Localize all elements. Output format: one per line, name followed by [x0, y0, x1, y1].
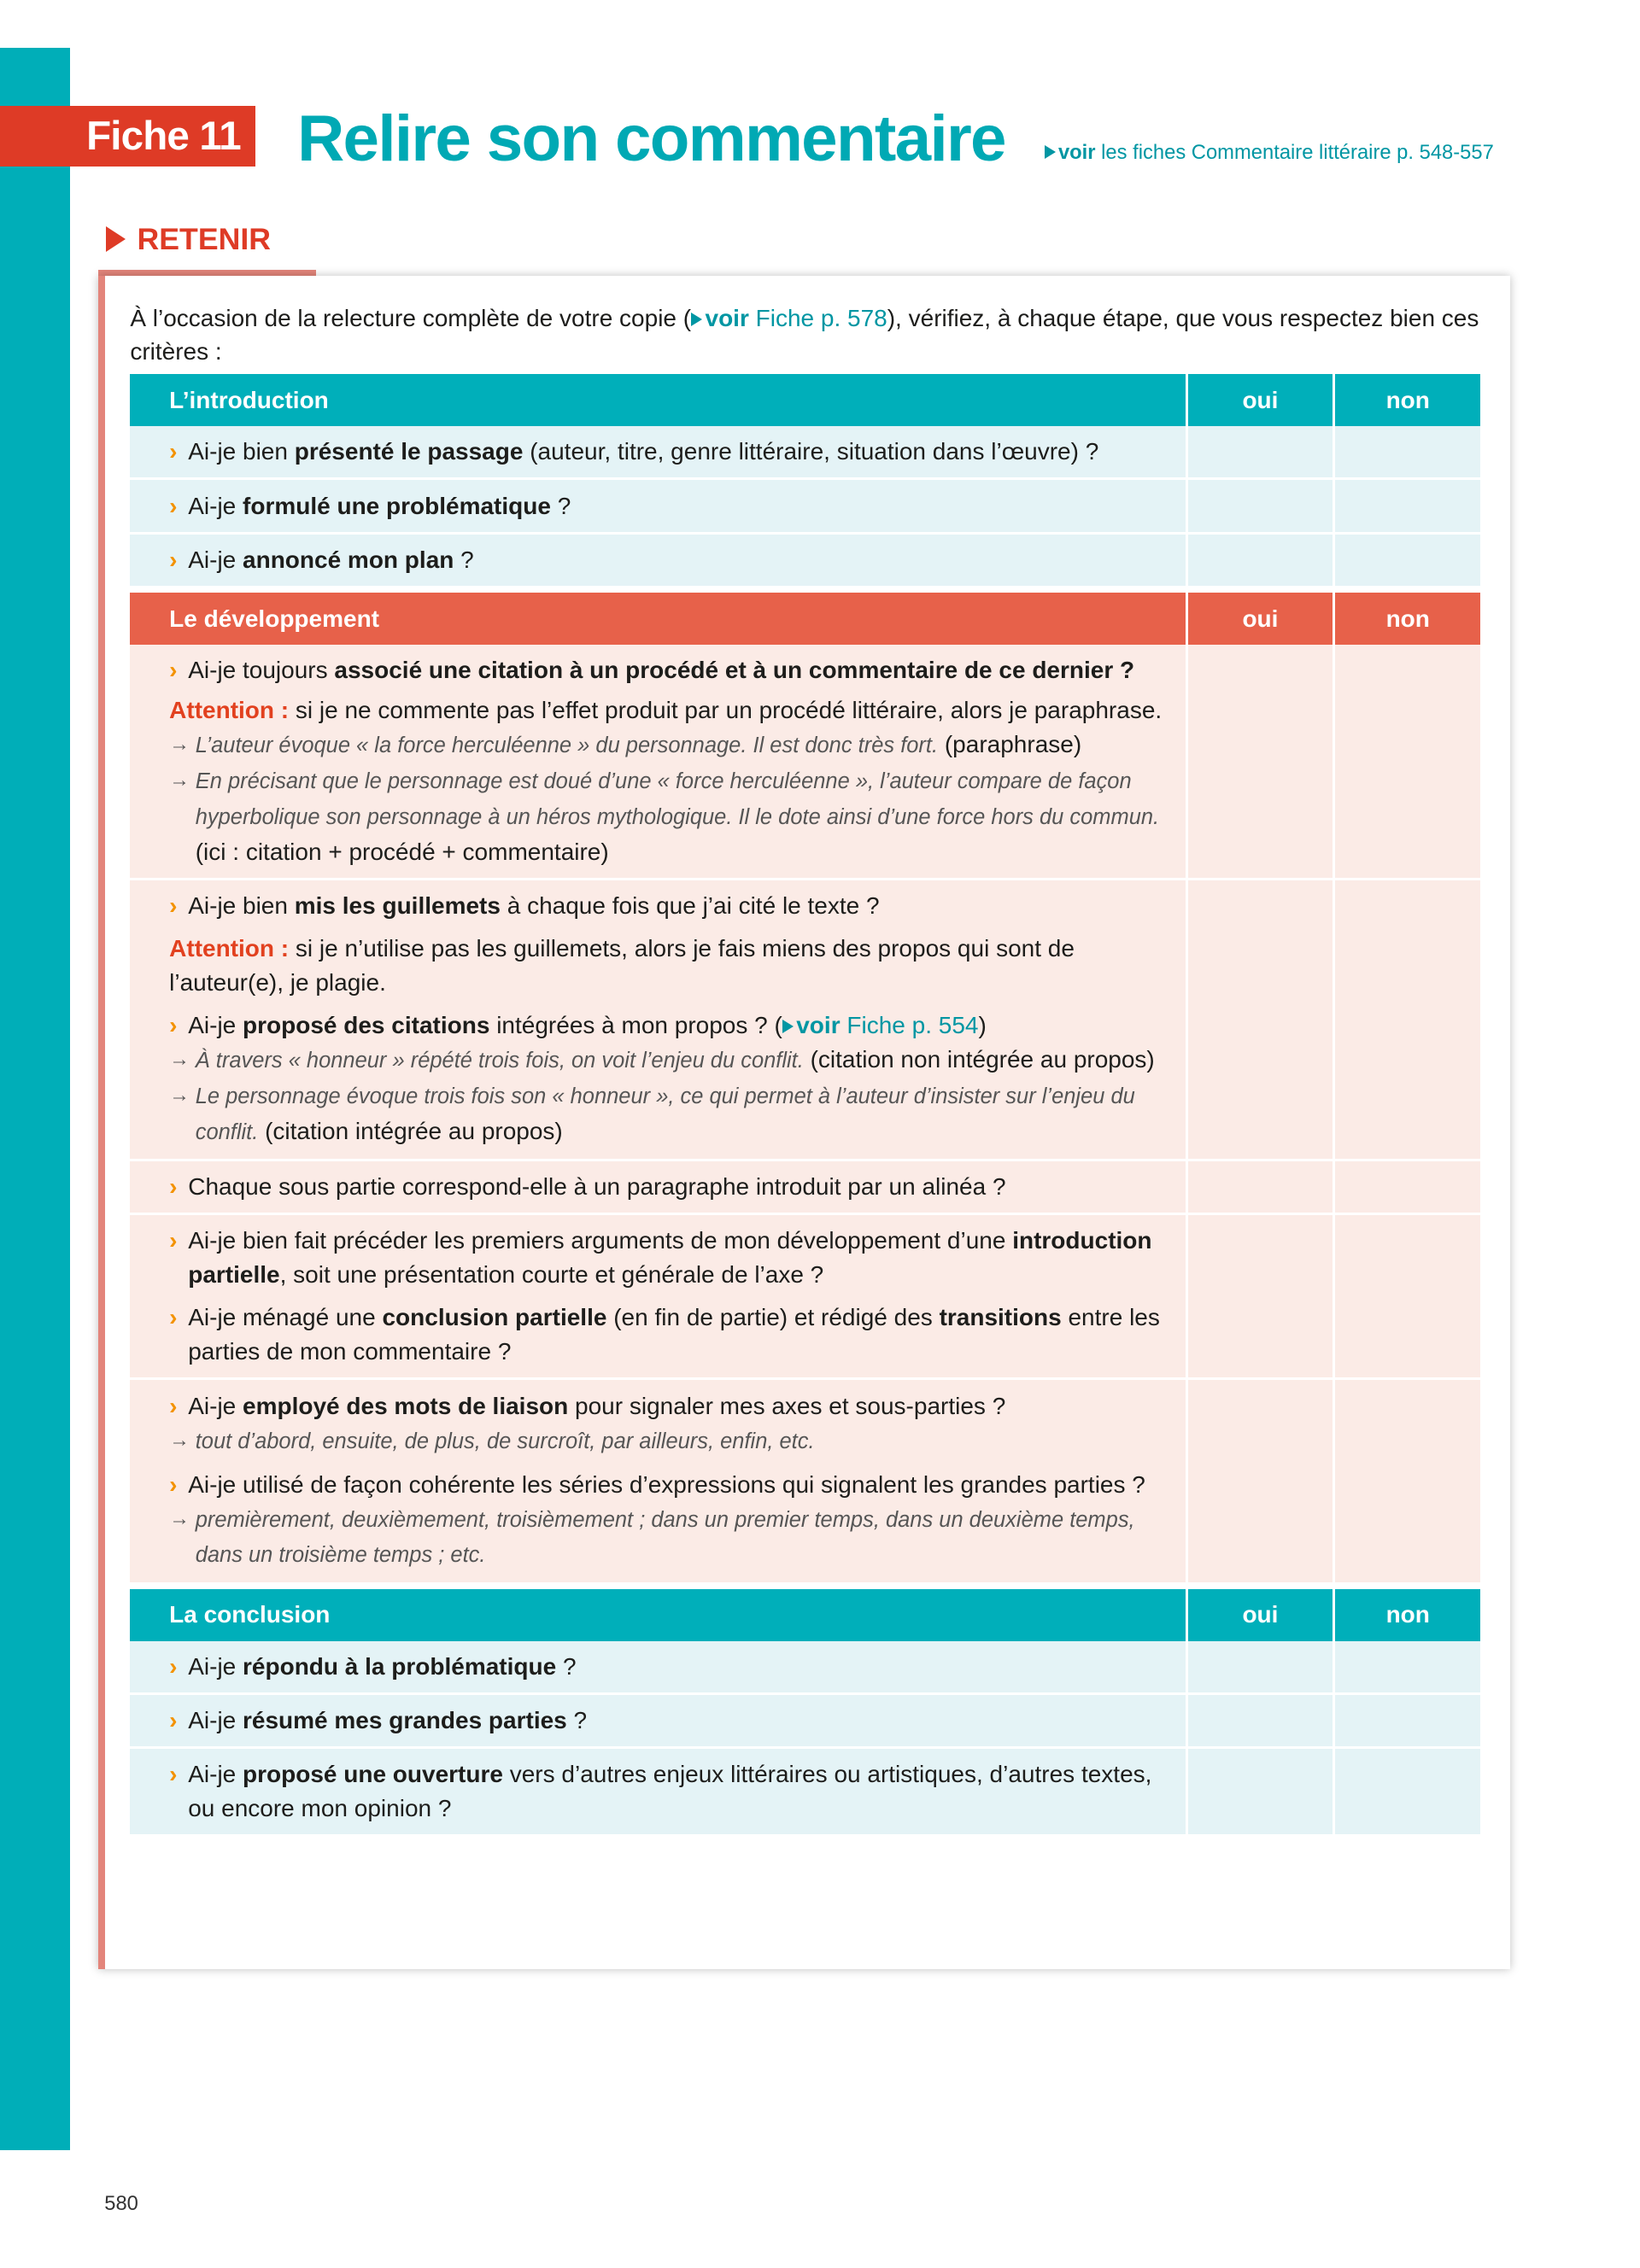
section-heading: [106, 222, 271, 257]
section-header-row: [130, 374, 1480, 426]
column-oui: oui: [1186, 1589, 1333, 1641]
chevron-right-icon: ›: [169, 892, 178, 920]
text: Ai-je: [188, 1652, 243, 1680]
emphasis: proposé une ouverture: [243, 1761, 503, 1788]
emphasis: employé des mots de liaison: [243, 1392, 569, 1419]
emphasis: annoncé mon plan: [243, 546, 454, 573]
chevron-right-icon: ›: [169, 1707, 178, 1734]
chevron-right-icon: ›: [169, 1012, 178, 1039]
see-also-link[interactable]: [1045, 141, 1494, 165]
attention-note: [169, 693, 1162, 728]
arrow-right-icon: →: [169, 1428, 190, 1452]
criterion-question: [169, 435, 1162, 469]
checklist-table: [130, 374, 1480, 1837]
play-triangle-icon: [782, 1020, 794, 1033]
non-checkbox-cell[interactable]: [1332, 480, 1480, 534]
criterion-cell: [130, 426, 1185, 480]
chevron-right-icon: ›: [169, 1173, 178, 1201]
intro-text: [130, 301, 1479, 368]
section-title: La conclusion: [130, 1589, 1185, 1641]
checklist-row: [130, 1695, 1480, 1749]
section-header-row: [130, 1589, 1480, 1641]
arrow-right-icon: →: [169, 733, 190, 757]
non-checkbox-cell[interactable]: [1332, 1215, 1480, 1380]
text: (citation intégrée au propos): [258, 1117, 563, 1144]
arrow-right-icon: →: [169, 768, 190, 792]
oui-checkbox-cell[interactable]: [1186, 1749, 1333, 1837]
column-non: non: [1332, 374, 1480, 426]
oui-checkbox-cell[interactable]: [1186, 535, 1333, 588]
link-text: Fiche p. 578: [748, 305, 887, 332]
non-checkbox-cell[interactable]: [1332, 1749, 1480, 1837]
criterion-question: [169, 889, 1162, 923]
emphasis: associé une citation à un procédé et à un commentaire de ce dernier ?: [334, 657, 1135, 684]
text: (ici : citation + procédé + commentaire): [195, 838, 609, 865]
attention-text: si je n’utilise pas les guillemets, alors je fais miens des propos qui sont de l’auteur(e), je plagie.: [169, 935, 1075, 997]
text: ): [978, 1012, 987, 1039]
oui-checkbox-cell[interactable]: [1186, 480, 1333, 534]
oui-checkbox-cell[interactable]: [1186, 1161, 1333, 1215]
oui-checkbox-cell[interactable]: [1186, 1380, 1333, 1584]
chevron-right-icon: ›: [169, 1470, 178, 1498]
column-oui: oui: [1186, 374, 1333, 426]
text: Ai-je: [188, 1392, 243, 1419]
text: Ai-je: [188, 1761, 243, 1788]
non-checkbox-cell[interactable]: [1332, 880, 1480, 1161]
text: entre les parties de mon commentaire ?: [188, 1304, 1160, 1365]
criterion-question: [169, 653, 1162, 687]
example-italic: tout d’abord, ensuite, de plus, de surcroît, par ailleurs, enfin, etc.: [195, 1429, 815, 1453]
text: Chaque sous partie correspond-elle à un paragraphe introduit par un alinéa ?: [188, 1173, 1006, 1201]
oui-checkbox-cell[interactable]: [1186, 426, 1333, 480]
example-italic: Le personnage évoque trois fois son « honneur », ce qui permet à l’auteur d’insister sur l’enjeu du conflit.: [195, 1084, 1135, 1144]
criterion-cell: [130, 1380, 1185, 1584]
text: Ai-je bien: [188, 438, 295, 465]
oui-checkbox-cell[interactable]: [1186, 1641, 1333, 1695]
example-italic: L’auteur évoque « la force herculéenne » du personnage. Il est donc très fort.: [195, 734, 939, 758]
checklist-row: [130, 535, 1480, 588]
chevron-right-icon: ›: [169, 492, 178, 519]
criterion-cell: [130, 1215, 1185, 1380]
emphasis: formulé une problématique: [243, 492, 551, 519]
criterion-question: [169, 1757, 1162, 1826]
example-line: [169, 763, 1162, 869]
chevron-right-icon: ›: [169, 438, 178, 465]
criterion-question: [169, 1650, 1162, 1684]
example-line: [169, 1043, 1162, 1078]
page-title: Relire son commentaire: [297, 102, 1005, 175]
criterion-question: [169, 489, 1162, 523]
emphasis: répondu à la problématique: [243, 1652, 557, 1680]
checklist-row: [130, 480, 1480, 534]
play-triangle-icon: [691, 313, 702, 326]
criterion-cell: [130, 1749, 1185, 1837]
text: Ai-je toujours: [188, 657, 335, 684]
attention-label: Attention :: [169, 935, 290, 962]
example-italic: premièrement, deuxièmement, troisièmement ; dans un premier temps, dans un deuxième temps, dans un troisième temps ; etc.: [195, 1507, 1135, 1568]
criterion-cell: [130, 1161, 1185, 1215]
text: intégrées à mon propos ? (: [489, 1012, 782, 1039]
voir-label: voir: [1057, 140, 1096, 164]
emphasis: résumé mes grandes parties: [243, 1707, 567, 1734]
text: Ai-je bien fait précéder les premiers arguments de mon développement d’une: [188, 1227, 1013, 1254]
link-text: Fiche p. 554: [840, 1012, 979, 1039]
arrow-right-icon: →: [169, 1506, 190, 1530]
fiche-badge: Fiche 11: [0, 106, 255, 167]
voir-label: voir: [705, 305, 749, 332]
oui-checkbox-cell[interactable]: [1186, 1215, 1333, 1380]
text: vers d’autres enjeux littéraires ou artistiques, d’autres textes, ou encore mon opinion ?: [188, 1761, 1152, 1822]
page-number: 580: [104, 2192, 138, 2216]
checklist-row: [130, 426, 1480, 480]
side-color-bar: [0, 48, 70, 2150]
section-title: Le développement: [130, 593, 1185, 645]
attention-label: Attention :: [169, 697, 290, 724]
chevron-right-icon: ›: [169, 546, 178, 573]
arrow-right-icon: →: [169, 1083, 190, 1107]
play-triangle-icon: [106, 226, 126, 252]
criterion-question: [169, 1224, 1162, 1292]
text: (en fin de partie) et rédigé des: [606, 1304, 940, 1331]
text: Ai-je: [188, 492, 243, 519]
checklist-card: [98, 276, 1509, 1969]
chevron-right-icon: ›: [169, 1304, 178, 1331]
chevron-right-icon: ›: [169, 1652, 178, 1680]
intro-before: À l’occasion de la relecture complète de votre copie (: [130, 305, 692, 332]
non-checkbox-cell[interactable]: [1332, 645, 1480, 880]
example-line: [169, 1423, 1162, 1459]
emphasis: proposé des citations: [243, 1012, 490, 1039]
criterion-cell: [130, 880, 1185, 1161]
emphasis: présenté le passage: [294, 438, 524, 465]
section-header-row: [130, 593, 1480, 645]
example-line: [169, 1078, 1162, 1150]
section-title: L’introduction: [130, 374, 1185, 426]
criterion-question: [169, 1301, 1162, 1369]
text: (paraphrase): [938, 731, 1082, 758]
non-checkbox-cell[interactable]: [1332, 1161, 1480, 1215]
text: ?: [454, 546, 474, 573]
see-also-text: les fiches Commentaire littéraire p. 548-557: [1095, 140, 1494, 164]
non-checkbox-cell[interactable]: [1332, 1695, 1480, 1749]
emphasis: transitions: [939, 1304, 1062, 1331]
checklist-row: [130, 1749, 1480, 1837]
checklist-row: [130, 1380, 1480, 1584]
criterion-cell: [130, 1695, 1185, 1749]
intro-link[interactable]: [691, 305, 887, 331]
text: Ai-je bien: [188, 892, 295, 920]
checklist-row: [130, 1641, 1480, 1695]
chevron-right-icon: ›: [169, 1392, 178, 1419]
non-checkbox-cell[interactable]: [1332, 1641, 1480, 1695]
example-line: [169, 728, 1162, 763]
column-oui: oui: [1186, 593, 1333, 645]
see-link[interactable]: [782, 1012, 979, 1038]
text: (citation non intégrée au propos): [803, 1046, 1155, 1073]
example-line: [169, 1502, 1162, 1574]
chevron-right-icon: ›: [169, 1761, 178, 1788]
emphasis: mis les guillemets: [294, 892, 501, 920]
checklist-row: [130, 880, 1480, 1161]
oui-checkbox-cell[interactable]: [1186, 1695, 1333, 1749]
checklist-row: [130, 645, 1480, 880]
text: , soit une présentation courte et générale de l’axe ?: [279, 1261, 824, 1289]
criterion-cell: [130, 480, 1185, 534]
criterion-question: [169, 543, 1162, 577]
checklist-row: [130, 1161, 1480, 1215]
non-checkbox-cell[interactable]: [1332, 1380, 1480, 1584]
criterion-cell: [130, 535, 1185, 588]
criterion-question: [169, 1170, 1162, 1204]
emphasis: conclusion partielle: [382, 1304, 607, 1331]
non-checkbox-cell[interactable]: [1332, 535, 1480, 588]
criterion-question: [169, 1008, 1162, 1043]
criterion-cell: [130, 645, 1185, 880]
text: Ai-je: [188, 1707, 243, 1734]
text: ?: [556, 1652, 577, 1680]
text: Ai-je ménagé une: [188, 1304, 383, 1331]
criterion-cell: [130, 1641, 1185, 1695]
criterion-question: [169, 1704, 1162, 1738]
criterion-question: [169, 1468, 1162, 1502]
checklist-row: [130, 1215, 1480, 1380]
attention-text: si je ne commente pas l’effet produit par un procédé littéraire, alors je paraphrase.: [289, 697, 1163, 724]
oui-checkbox-cell[interactable]: [1186, 880, 1333, 1161]
text: à chaque fois que j’ai cité le texte ?: [500, 892, 880, 920]
play-triangle-icon: [1045, 145, 1056, 159]
text: pour signaler mes axes et sous-parties ?: [568, 1392, 1006, 1419]
text: Ai-je: [188, 546, 243, 573]
criterion-question: [169, 1389, 1162, 1423]
attention-note: [169, 932, 1162, 1000]
example-italic: À travers « honneur » répété trois fois, on voit l’enjeu du conflit.: [195, 1049, 804, 1073]
section-heading-label: RETENIR: [137, 221, 271, 256]
oui-checkbox-cell[interactable]: [1186, 645, 1333, 880]
intro-after: ), vérifiez, à chaque étape, que vous respectez bien ces critères :: [130, 305, 1479, 365]
text: (auteur, titre, genre littéraire, situation dans l’œuvre) ?: [523, 438, 1099, 465]
example-italic: En précisant que le personnage est doué d’une « force herculéenne », l’auteur compare de façon hyperbolique son personnage à un héros mythologique. Il le dote ainsi d’une force hors du commun.: [195, 769, 1160, 829]
text: Ai-je: [188, 1012, 243, 1039]
chevron-right-icon: ›: [169, 657, 178, 684]
text: Ai-je utilisé de façon cohérente les séries d’expressions qui signalent les grandes parties ?: [188, 1470, 1145, 1498]
arrow-right-icon: →: [169, 1048, 190, 1072]
column-non: non: [1332, 593, 1480, 645]
text: ?: [550, 492, 571, 519]
text: ?: [566, 1707, 588, 1734]
column-non: non: [1332, 1589, 1480, 1641]
voir-label: voir: [796, 1012, 840, 1039]
chevron-right-icon: ›: [169, 1227, 178, 1254]
non-checkbox-cell[interactable]: [1332, 426, 1480, 480]
emphasis: introduction partielle: [188, 1227, 1152, 1289]
